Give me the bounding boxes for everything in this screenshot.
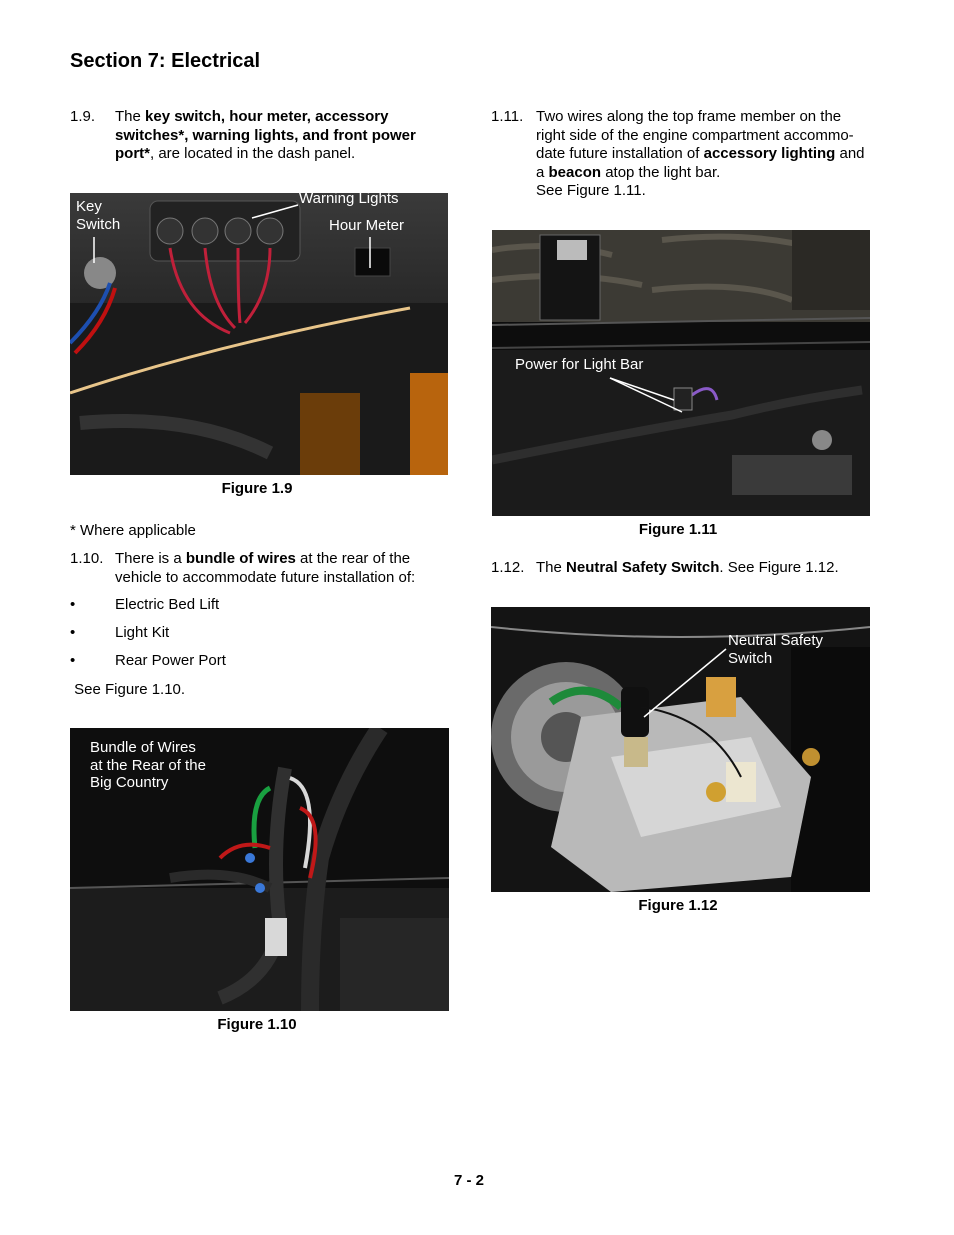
- paragraph-number: 1.10.: [70, 550, 104, 567]
- paragraph-number: 1.12.: [491, 559, 525, 576]
- label-bundle-of-wires: Bundle of Wires at the Rear of the Big Country: [90, 739, 206, 791]
- label-hour-meter: Hour Meter: [329, 217, 405, 234]
- bullet-mark: •: [70, 624, 76, 641]
- bullet-text: Electric Bed Lift: [115, 596, 220, 613]
- figure-1-12-photo: [491, 607, 870, 892]
- label-warning-lights: Warning Lights: [299, 193, 399, 207]
- paragraph-text: The Neutral Safety Switch. See Figure 1.12.: [536, 559, 839, 576]
- figure-1-12-pointers: [491, 607, 870, 892]
- figure-1-12-caption: Figure 1.12: [638, 897, 718, 914]
- section-title: Section 7: Electrical: [70, 50, 261, 72]
- bullet-mark: •: [70, 596, 76, 613]
- figure-1-11-caption: Figure 1.11: [638, 521, 718, 538]
- bullet-mark: •: [70, 652, 76, 669]
- page-number: 7 - 2: [454, 1172, 485, 1189]
- see-figure-1-10: See Figure 1.10.: [70, 681, 186, 698]
- paragraph-number: 1.9.: [70, 108, 96, 125]
- paragraph-text: Two wires along the top frame member on the right side of the engine compartment accommo- date future installation of accessory lighting and a beacon atop the light bar. See Figure 1.11.: [536, 108, 865, 199]
- where-applicable-note: * Where applicable: [70, 522, 196, 539]
- figure-1-11-photo: [492, 230, 870, 516]
- bullet-text: Rear Power Port: [115, 652, 226, 669]
- figure-1-10-photo: [70, 728, 449, 1011]
- paragraph-text: There is a bundle of wires at the rear of the vehicle to accommodate future installation of:: [115, 550, 416, 586]
- figure-1-9-photo: [70, 193, 448, 475]
- label-neutral-safety-switch: Neutral Safety Switch: [728, 632, 824, 667]
- paragraph-text: The key switch, hour meter, accessory switches*, warning lights, and front power port*, are located in the dash panel.: [115, 108, 416, 162]
- label-key-switch: Key Switch: [76, 198, 121, 233]
- figure-1-9-pointers: [70, 193, 448, 475]
- figure-1-10-caption: Figure 1.10: [217, 1016, 297, 1033]
- label-power-for-light-bar: Power for Light Bar: [515, 356, 644, 373]
- paragraph-number: 1.11.: [491, 108, 524, 125]
- bullet-text: Light Kit: [115, 624, 170, 641]
- figure-1-11-pointers: [492, 230, 870, 516]
- figure-1-9-caption: Figure 1.9: [221, 480, 293, 497]
